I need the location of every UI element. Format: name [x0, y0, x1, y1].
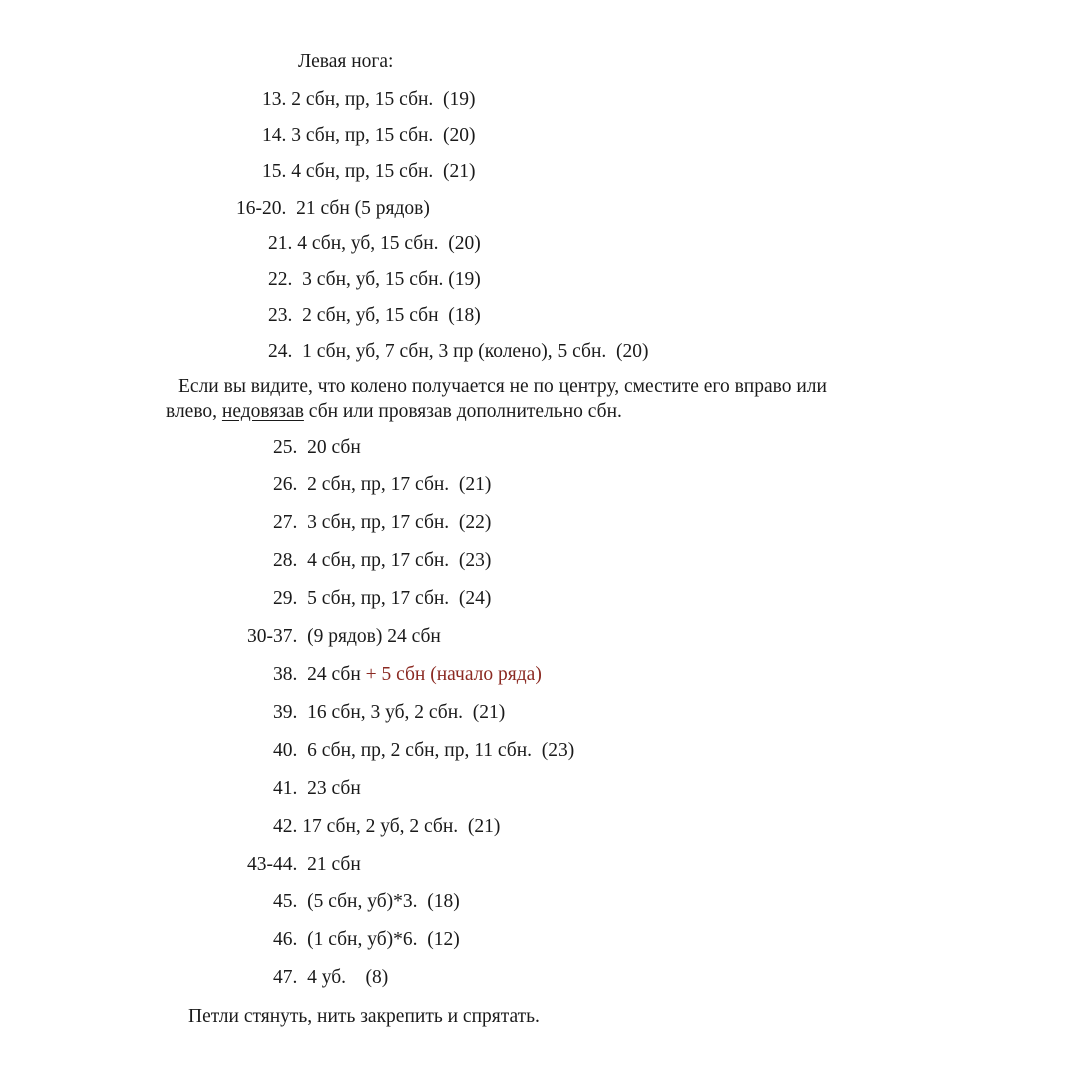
row-25 — [273, 436, 361, 460]
row-16-20 — [236, 197, 430, 221]
row-text: 3 сбн, уб, 15 сбн. (19) — [297, 269, 481, 290]
row-28 — [273, 549, 491, 573]
row-22 — [268, 268, 481, 292]
row-number: 15. — [262, 161, 287, 182]
row-text: 5 сбн, пр, 17 сбн. (24) — [302, 588, 492, 609]
row-text: 3 сбн, пр, 15 сбн. (20) — [291, 125, 476, 146]
row-13 — [262, 88, 476, 112]
row-number: 40. — [273, 740, 298, 761]
row-number: 46. — [273, 929, 298, 950]
note-line-2 — [166, 400, 622, 424]
row-number: 27. — [273, 512, 298, 533]
row-15 — [262, 160, 476, 184]
row-number: 14. — [262, 125, 287, 146]
row-24 — [268, 340, 649, 364]
row-40 — [273, 739, 574, 763]
row-text: (5 сбн, уб)*3. (18) — [302, 891, 460, 912]
row-21 — [268, 232, 481, 256]
row-text: 17 сбн, 2 уб, 2 сбн. (21) — [302, 816, 501, 837]
row-text: 4 сбн, уб, 15 сбн. (20) — [297, 233, 481, 254]
row-text: 20 сбн — [302, 437, 361, 458]
row-number: 13. — [262, 89, 287, 110]
row-text: 2 сбн, пр, 17 сбн. (21) — [302, 474, 492, 495]
row-number: 23. — [268, 305, 293, 326]
row-number: 21. — [268, 233, 293, 254]
note-underlined-word: недовязав — [221, 401, 304, 422]
row-26 — [273, 473, 491, 497]
row-number: 41. — [273, 778, 298, 799]
row-number: 28. — [273, 550, 298, 571]
row-text: 6 сбн, пр, 2 сбн, пр, 11 сбн. (23) — [302, 740, 575, 761]
row-number: 43-44. — [247, 854, 298, 875]
row-text: 21 сбн (5 рядов) — [291, 198, 430, 219]
row-30-37 — [247, 625, 441, 649]
row-text: 3 сбн, пр, 17 сбн. (22) — [302, 512, 492, 533]
row-23 — [268, 304, 481, 328]
footer-instruction: Петли стянуть, нить закрепить и спрятать. — [188, 1006, 540, 1027]
row-text: (1 сбн, уб)*6. (12) — [302, 929, 460, 950]
row-number: 45. — [273, 891, 298, 912]
row-text: 23 сбн — [302, 778, 361, 799]
row-text: 16 сбн, 3 уб, 2 сбн. (21) — [302, 702, 506, 723]
row-number: 42. — [273, 816, 298, 837]
row-14 — [262, 124, 476, 148]
row-text: (9 рядов) 24 сбн — [302, 626, 441, 647]
row-number: 39. — [273, 702, 298, 723]
row-43-44 — [247, 853, 361, 877]
row-number: 16-20. — [236, 198, 287, 219]
row-number: 25. — [273, 437, 298, 458]
row-39 — [273, 701, 505, 725]
row-number: 47. — [273, 967, 298, 988]
row-text: 2 сбн, пр, 15 сбн. (19) — [291, 89, 476, 110]
row-46 — [273, 928, 460, 952]
row-29 — [273, 587, 491, 611]
row-text: 4 уб. (8) — [302, 967, 389, 988]
section-title: Левая нога: — [298, 51, 394, 72]
row-text: 21 сбн — [302, 854, 361, 875]
row-highlight-text: + 5 сбн (начало ряда) — [365, 664, 542, 685]
row-number: 29. — [273, 588, 298, 609]
row-47 — [273, 966, 388, 990]
row-text: 4 сбн, пр, 17 сбн. (23) — [302, 550, 492, 571]
row-text: 24 сбн — [302, 664, 361, 685]
row-38 — [273, 663, 542, 687]
row-text: 2 сбн, уб, 15 сбн (18) — [297, 305, 481, 326]
note-text: сбн или провязав дополнительно сбн. — [303, 401, 622, 422]
row-number: 38. — [273, 664, 298, 685]
row-number: 24. — [268, 341, 293, 362]
note-line-1: Если вы видите, что колено получается не по центру, сместите его вправо или — [178, 376, 827, 397]
row-41 — [273, 777, 361, 801]
note-text: влево, — [166, 401, 222, 422]
row-27 — [273, 511, 491, 535]
row-number: 30-37. — [247, 626, 298, 647]
row-number: 26. — [273, 474, 298, 495]
row-45 — [273, 890, 460, 914]
row-number: 22. — [268, 269, 293, 290]
row-text: 4 сбн, пр, 15 сбн. (21) — [291, 161, 476, 182]
row-42 — [273, 815, 500, 839]
row-text: 1 сбн, уб, 7 сбн, 3 пр (колено), 5 сбн. (20) — [297, 341, 649, 362]
